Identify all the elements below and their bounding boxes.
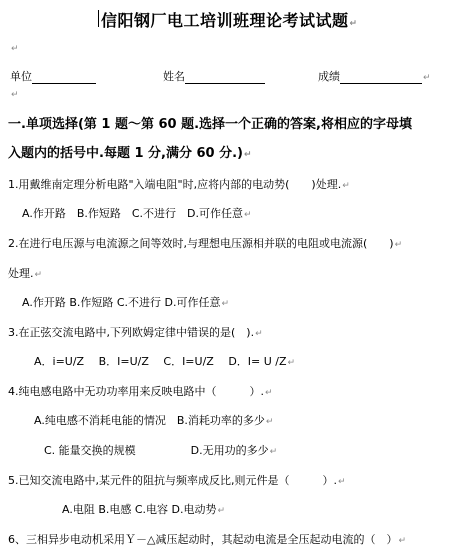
section-heading-line-1: 一.单项选择(第 1 题～第 60 题.选择一个正确的答案,将相应的字母填: [8, 117, 412, 132]
section-heading-line-2: 入题内的括号中.每题 1 分,满分 60 分.)↵: [8, 146, 252, 161]
paragraph-mark-icon: ↵: [244, 210, 252, 220]
paragraph-mark-icon: ↵: [11, 90, 19, 100]
question-2-text-continued: 处理.↵: [8, 267, 43, 280]
question-4-options-b: C. 能量交换的规模 D.无用功的多少↵: [44, 444, 278, 457]
name-field[interactable]: [163, 68, 265, 84]
paragraph-mark-icon: ↵: [244, 150, 252, 160]
paragraph-mark-icon: ↵: [34, 270, 43, 280]
score-label: 成绩: [318, 70, 340, 83]
paragraph-mark-icon: ↵: [337, 477, 346, 487]
question-4-text: 4.纯电感电路中无功功率用来反映电路中（ ）.↵: [8, 385, 273, 398]
question-5-options: A.电阻 B.电感 C.电容 D.电动势↵: [62, 503, 226, 516]
question-1-text: 1.用戴维南定理分析电路"入端电阻"时,应将内部的电动势( )处理.↵: [8, 178, 350, 191]
paragraph-mark-icon: ↵: [269, 447, 278, 457]
paragraph-mark-icon: ↵: [342, 181, 350, 191]
text-cursor: [98, 10, 99, 27]
name-blank[interactable]: [185, 71, 265, 84]
paragraph-mark-icon: ↵: [11, 44, 19, 54]
question-2-text: 2.在进行电压源与电流源之间等效时,与理想电压源相并联的电阻或电流源( )↵: [8, 237, 403, 250]
question-4-options-a: A.纯电感不消耗电能的情况 B.消耗功率的多少↵: [34, 414, 274, 427]
paragraph-mark-icon: ↵: [221, 299, 230, 309]
paragraph-mark-icon: ↵: [398, 536, 407, 546]
question-6-text: 6、三相异步电动机采用Ｙ－△减压起动时，其起动电流是全压起动电流的（ ）↵: [8, 533, 407, 546]
document-title: 信阳钢厂电工培训班理论考试试题↵: [101, 11, 358, 30]
question-2-options: A.作开路 B.作短路 C.不进行 D.可作任意↵: [22, 296, 230, 309]
paragraph-mark-icon: ↵: [265, 417, 274, 427]
paragraph-mark-icon: ↵: [217, 506, 226, 516]
name-label: 姓名: [163, 70, 185, 83]
question-1-options: A.作开路 B.作短路 C.不进行 D.可作任意↵: [22, 207, 252, 220]
paragraph-mark-icon: ↵: [255, 329, 263, 339]
score-blank[interactable]: [340, 71, 422, 84]
question-3-options: A．i=U/Z B．I=U/Z C．I=U/Z D．I= U /Z↵: [34, 355, 296, 368]
unit-field[interactable]: [10, 68, 96, 84]
paragraph-mark-icon: ↵: [349, 19, 358, 29]
score-field[interactable]: [318, 68, 431, 84]
paragraph-mark-icon: ↵: [287, 358, 296, 368]
paragraph-mark-icon: ↵: [423, 73, 431, 83]
unit-blank[interactable]: [32, 71, 96, 84]
question-3-text: 3.在正弦交流电路中,下列欧姆定律中错误的是( ).↵: [8, 326, 263, 339]
question-5-text: 5.已知交流电路中,某元件的阻抗与频率成反比,则元件是（ ）.↵: [8, 474, 346, 487]
paragraph-mark-icon: ↵: [265, 388, 273, 398]
unit-label: 单位: [10, 70, 32, 83]
paragraph-mark-icon: ↵: [394, 240, 403, 250]
